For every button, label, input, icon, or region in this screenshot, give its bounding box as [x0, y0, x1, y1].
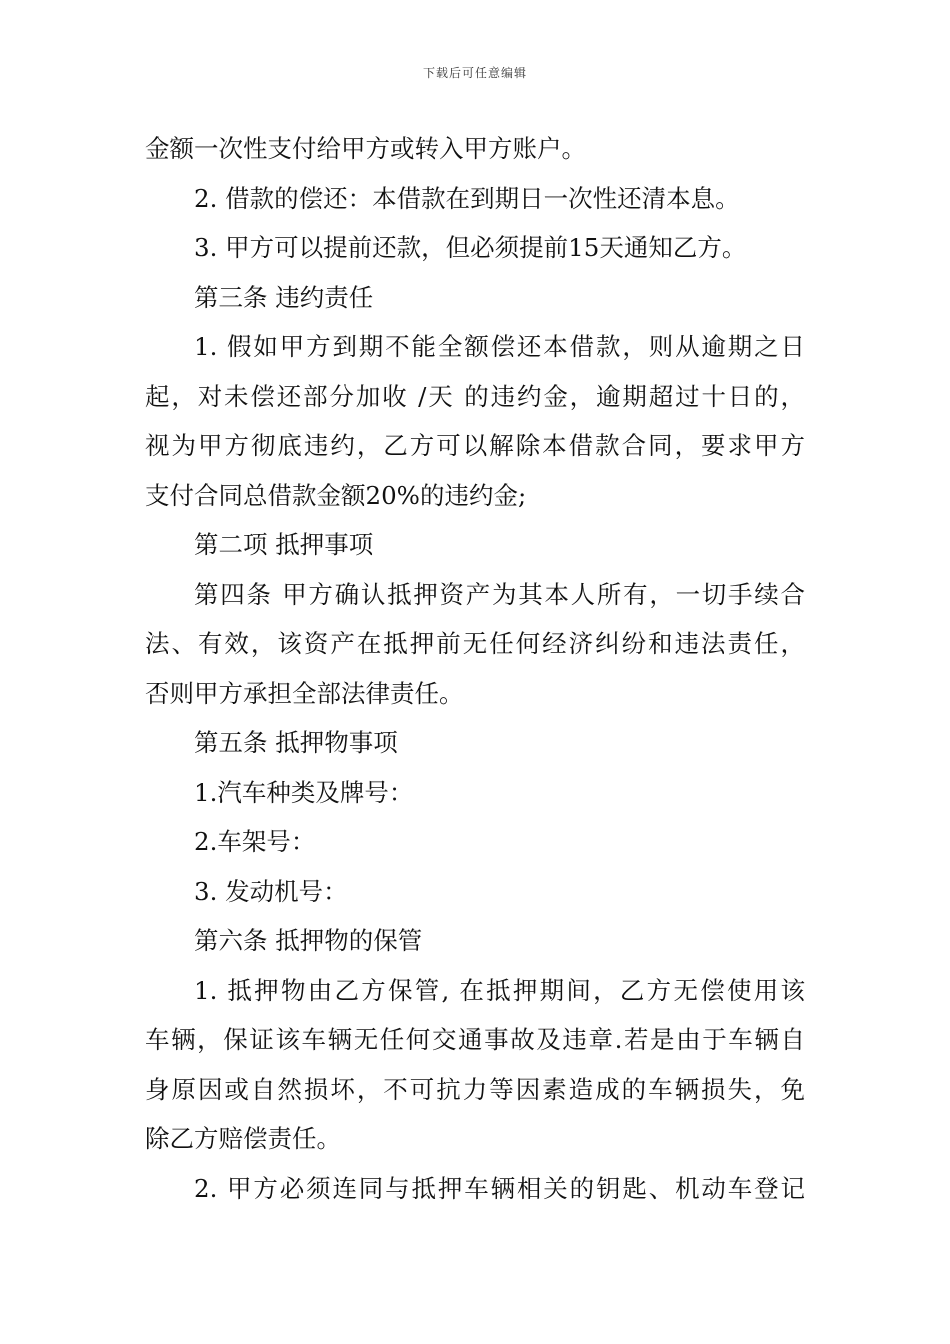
paragraph-custody	[145, 966, 805, 1164]
paragraph-line: 1. 抵押物由乙方保管, 在抵押期间，乙方无偿使用该	[194, 975, 805, 1005]
paragraph-line: 除乙方赔偿责任。	[145, 1124, 341, 1153]
field-frame-number	[145, 817, 805, 867]
paragraph-line: 3. 甲方可以提前还款，但必须提前15天通知乙方。	[194, 233, 747, 262]
field-line: 2.车架号：	[194, 827, 316, 856]
paragraph-repayment	[145, 174, 805, 224]
heading-article-6	[145, 916, 805, 966]
paragraph-payment-method	[145, 124, 805, 174]
page-header: 下载后可任意编辑	[422, 66, 527, 80]
heading-section-2	[145, 520, 805, 570]
paragraph-line: 1. 假如甲方到期不能全额偿还本借款，则从逾期之日	[194, 332, 805, 361]
paragraph-line: 视为甲方彻底违约，乙方可以解除本借款合同，要求甲方	[145, 431, 805, 460]
paragraph-line: 2. 甲方必须连同与抵押车辆相关的钥匙、机动车登记	[194, 1173, 805, 1203]
paragraph-line: 法、有效，该资产在抵押前无任何经济纠纷和违法责任，	[145, 629, 805, 658]
paragraph-line: 金额一次性支付给甲方或转入甲方账户。	[145, 134, 586, 163]
heading-article-3	[145, 273, 805, 323]
paragraph-keys-registration	[145, 1164, 805, 1214]
heading-article-5	[145, 718, 805, 768]
paragraph-line: 起，对未偿还部分加收 /天 的违约金，逾期超过十日的，	[145, 381, 805, 411]
paragraph-article-4	[145, 570, 805, 719]
field-engine-number	[145, 867, 805, 917]
paragraph-line: 车辆，保证该车辆无任何交通事故及违章.若是由于车辆自	[145, 1025, 805, 1054]
heading-line: 第三条 违约责任	[194, 282, 374, 312]
paragraph-line: 身原因或自然损坏，不可抗力等因素造成的车辆损失，免	[145, 1074, 805, 1104]
paragraph-early-repayment	[145, 223, 805, 273]
paragraph-line: 否则甲方承担全部法律责任。	[145, 678, 464, 708]
paragraph-default-clause	[145, 322, 805, 520]
field-line: 1.汽车种类及牌号：	[194, 777, 414, 807]
field-vehicle-type	[145, 768, 805, 818]
heading-line: 第五条 抵押物事项	[194, 728, 398, 757]
paragraph-line: 支付合同总借款金额20%的违约金;	[145, 480, 527, 510]
heading-line: 第二项 抵押事项	[194, 530, 374, 559]
paragraph-line: 第四条 甲方确认抵押资产为其本人所有，一切手续合	[194, 579, 805, 609]
field-line: 3. 发动机号：	[194, 876, 348, 906]
paragraph-line: 2. 借款的偿还：本借款在到期日一次性还清本息。	[194, 183, 740, 213]
heading-line: 第六条 抵押物的保管	[194, 926, 423, 955]
document-body	[145, 124, 805, 1213]
